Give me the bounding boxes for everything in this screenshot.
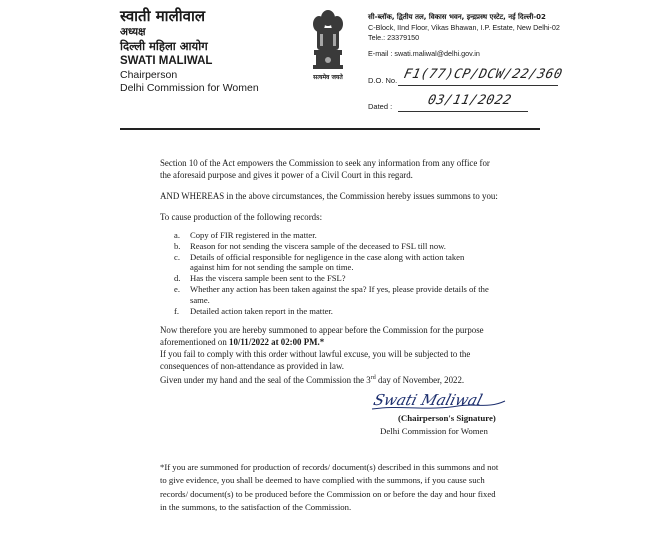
do-number-label: D.O. No. <box>368 76 398 85</box>
list-item: e. Whether any action has been taken against the spa? If yes, please provide details of the same. <box>174 283 489 305</box>
dated-label: Dated : <box>368 102 393 111</box>
letterhead-address <box>368 12 568 59</box>
address-english: C-Block, IInd Floor, Vikas Bhawan, I.P. Estate, New Delhi-02 <box>368 22 560 32</box>
sender-name-hindi: स्वाती मालीवाल <box>120 7 206 25</box>
sender-name: SWATI MALIWAL <box>120 55 213 67</box>
hearing-date: 10/11/2022 at 02:00 PM.* <box>229 337 325 347</box>
signature-label: (Chairperson's Signature) <box>398 413 496 423</box>
paragraph-summon: Now therefore you are hereby summoned to appear before the Commission for the purpose aforementioned on 10/11/2022 at 02:00 PM.* <box>160 325 484 347</box>
paragraph-records: To cause production of the following records: <box>160 212 323 222</box>
svg-text:Swati Maliwal: Swati Maliwal <box>371 391 485 409</box>
do-number-value: F1(77)CP/DCW/22/360 <box>402 67 564 82</box>
dated-value: 03/11/2022 <box>426 93 513 108</box>
sender-title: Chairperson <box>120 69 178 81</box>
letterhead-sender <box>120 8 310 95</box>
signature-org: Delhi Commission for Women <box>380 426 488 436</box>
sender-org-hindi: दिल्ली महिला आयोग <box>120 39 208 53</box>
sender-title-hindi: अध्यक्ष <box>120 26 146 38</box>
records-list <box>160 230 490 316</box>
address-hindi: सी-ब्लॉक, द्वितीय तल, विकास भवन, इन्द्रप्रस्थ एस्टेट, नई दिल्ली-02 <box>368 13 546 21</box>
do-number <box>368 67 564 85</box>
dated <box>368 93 513 111</box>
telephone: Tele.: 23379150 <box>368 33 420 42</box>
list-item: a. Copy of FIR registered in the matter. <box>174 230 317 240</box>
emblem-motto: सत्यमेव जयते <box>313 74 343 81</box>
sender-org: Delhi Commission for Women <box>120 82 259 94</box>
list-item: b. Reason for not sending the viscera sample of the deceased to FSL till now. <box>174 240 446 251</box>
email: E-mail : swati.maliwal@delhi.gov.in <box>368 48 480 58</box>
list-item: d. Has the viscera sample been sent to the FSL? <box>174 273 346 284</box>
paragraph-given: Given under my hand and the seal of the Commission the 3rd day of November, 2022. <box>160 374 465 385</box>
lion-capital-icon <box>308 6 348 74</box>
list-item: f. Detailed action taken report in the matter. <box>174 305 333 316</box>
paragraph-section-10: Section 10 of the Act empowers the Commission to seek any information from any office for the aforesaid purpose and gives it power of a Civil Court in this regard. <box>160 158 490 180</box>
header-divider <box>120 128 540 130</box>
paragraph-whereas: AND WHEREAS in the above circumstances, the Commission hereby issues summons to you: <box>160 191 498 201</box>
footnote: *If you are summoned for production of records/ document(s) described in this summons and not to give evidence, you shall be deemed to have complied with the summons, if you cause such records/ document(s) to be produced before the Commission on or before the day and hour fixed in the summons, to the satisfaction of the Commission. <box>160 462 499 512</box>
paragraph-fail: If you fail to comply with this order without lawful excuse, you will be subjected to the consequences of non-attendance as provided in law. <box>160 349 471 371</box>
national-emblem <box>306 6 350 88</box>
list-item: c. Details of official responsible for negligence in the case along with action taken against him for not sending the sample on time. <box>174 251 465 273</box>
handwritten-signature <box>370 385 510 415</box>
